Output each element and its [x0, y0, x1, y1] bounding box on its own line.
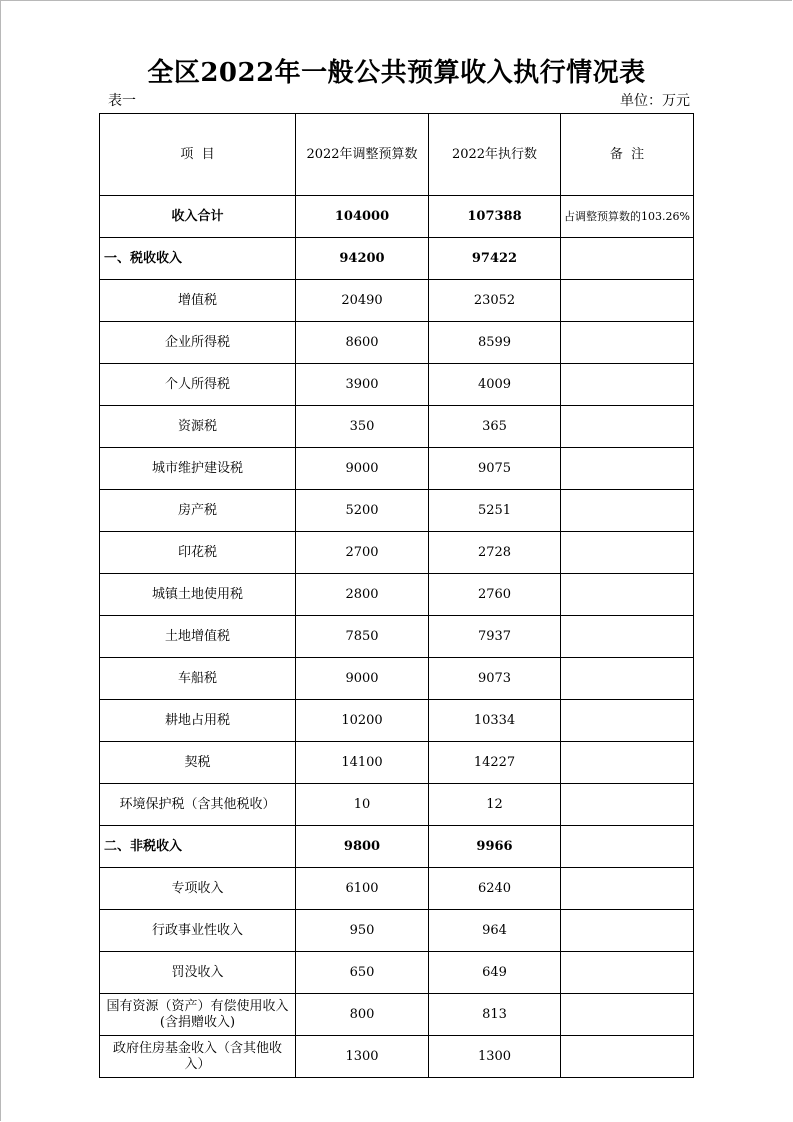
cell-actual: 23052 [429, 280, 561, 322]
table-row-section [100, 238, 694, 280]
cell-budget: 10 [296, 784, 429, 826]
cell-note [561, 952, 694, 994]
table-row [100, 742, 694, 784]
cell-actual: 2728 [429, 532, 561, 574]
cell-actual: 9073 [429, 658, 561, 700]
cell-item: 耕地占用税 [100, 700, 296, 742]
cell-actual: 1300 [429, 1036, 561, 1078]
cell-actual: 8599 [429, 322, 561, 364]
table-row [100, 406, 694, 448]
cell-note [561, 784, 694, 826]
cell-budget: 104000 [296, 196, 429, 238]
table-row [100, 364, 694, 406]
cell-item: 罚没收入 [100, 952, 296, 994]
header-item: 项 目 [100, 114, 296, 196]
cell-note [561, 280, 694, 322]
cell-actual: 14227 [429, 742, 561, 784]
table-row [100, 700, 694, 742]
cell-actual: 12 [429, 784, 561, 826]
cell-budget: 9000 [296, 658, 429, 700]
table-row [100, 952, 694, 994]
table-row-section [100, 826, 694, 868]
cell-budget: 6100 [296, 868, 429, 910]
cell-actual: 7937 [429, 616, 561, 658]
header-note: 备 注 [561, 114, 694, 196]
unit-label: 单位：万元 [620, 93, 690, 109]
cell-actual: 4009 [429, 364, 561, 406]
cell-note [561, 448, 694, 490]
cell-item: 国有资源（资产）有偿使用收入(含捐赠收入) [100, 994, 296, 1036]
cell-actual: 107388 [429, 196, 561, 238]
cell-note [561, 1036, 694, 1078]
cell-note [561, 700, 694, 742]
cell-actual: 9075 [429, 448, 561, 490]
cell-note [561, 406, 694, 448]
cell-note [561, 994, 694, 1036]
cell-note [561, 322, 694, 364]
budget-table [99, 113, 694, 1078]
cell-budget: 650 [296, 952, 429, 994]
header-actual: 2022年执行数 [429, 114, 561, 196]
cell-item: 土地增值税 [100, 616, 296, 658]
cell-item: 契税 [100, 742, 296, 784]
cell-budget: 800 [296, 994, 429, 1036]
cell-actual: 649 [429, 952, 561, 994]
table-row [100, 658, 694, 700]
table-row [100, 868, 694, 910]
cell-budget: 1300 [296, 1036, 429, 1078]
cell-note [561, 364, 694, 406]
cell-budget: 8600 [296, 322, 429, 364]
cell-actual: 964 [429, 910, 561, 952]
cell-note [561, 616, 694, 658]
cell-actual: 10334 [429, 700, 561, 742]
cell-note: 占调整预算数的103.26% [561, 196, 694, 238]
cell-item: 企业所得税 [100, 322, 296, 364]
cell-actual: 97422 [429, 238, 561, 280]
cell-note [561, 658, 694, 700]
cell-note [561, 574, 694, 616]
cell-actual: 5251 [429, 490, 561, 532]
cell-note [561, 238, 694, 280]
cell-note [561, 826, 694, 868]
cell-budget: 10200 [296, 700, 429, 742]
cell-budget: 950 [296, 910, 429, 952]
cell-note [561, 868, 694, 910]
header-budget: 2022年调整预算数 [296, 114, 429, 196]
cell-budget: 14100 [296, 742, 429, 784]
cell-actual: 813 [429, 994, 561, 1036]
table-row [100, 448, 694, 490]
cell-budget: 7850 [296, 616, 429, 658]
cell-budget: 2800 [296, 574, 429, 616]
table-row [100, 280, 694, 322]
cell-budget: 94200 [296, 238, 429, 280]
cell-item: 车船税 [100, 658, 296, 700]
cell-actual: 9966 [429, 826, 561, 868]
cell-item: 收入合计 [100, 196, 296, 238]
table-header-row [100, 114, 694, 196]
table-row [100, 910, 694, 952]
cell-item: 个人所得税 [100, 364, 296, 406]
table-row [100, 532, 694, 574]
cell-item: 房产税 [100, 490, 296, 532]
table-label: 表一 [108, 93, 136, 109]
cell-item: 资源税 [100, 406, 296, 448]
cell-item: 城镇土地使用税 [100, 574, 296, 616]
cell-item: 一、税收收入 [100, 238, 296, 280]
cell-item: 政府住房基金收入（含其他收入） [100, 1036, 296, 1078]
cell-budget: 5200 [296, 490, 429, 532]
cell-note [561, 910, 694, 952]
cell-budget: 2700 [296, 532, 429, 574]
cell-actual: 6240 [429, 868, 561, 910]
cell-note [561, 742, 694, 784]
cell-budget: 350 [296, 406, 429, 448]
cell-note [561, 490, 694, 532]
cell-actual: 365 [429, 406, 561, 448]
cell-budget: 9000 [296, 448, 429, 490]
cell-item: 行政事业性收入 [100, 910, 296, 952]
table-row [100, 322, 694, 364]
cell-budget: 9800 [296, 826, 429, 868]
cell-item: 印花税 [100, 532, 296, 574]
cell-item: 城市维护建设税 [100, 448, 296, 490]
cell-item: 二、非税收入 [100, 826, 296, 868]
table-row [100, 784, 694, 826]
cell-item: 专项收入 [100, 868, 296, 910]
cell-note [561, 532, 694, 574]
cell-item: 环境保护税（含其他税收） [100, 784, 296, 826]
table-row [100, 616, 694, 658]
cell-budget: 20490 [296, 280, 429, 322]
page-title: 全区2022年一般公共预算收入执行情况表 [147, 58, 646, 88]
cell-budget: 3900 [296, 364, 429, 406]
cell-item: 增值税 [100, 280, 296, 322]
table-row [100, 574, 694, 616]
table-row [100, 490, 694, 532]
table-row-total [100, 196, 694, 238]
table-row [100, 1036, 694, 1078]
cell-actual: 2760 [429, 574, 561, 616]
table-row [100, 994, 694, 1036]
